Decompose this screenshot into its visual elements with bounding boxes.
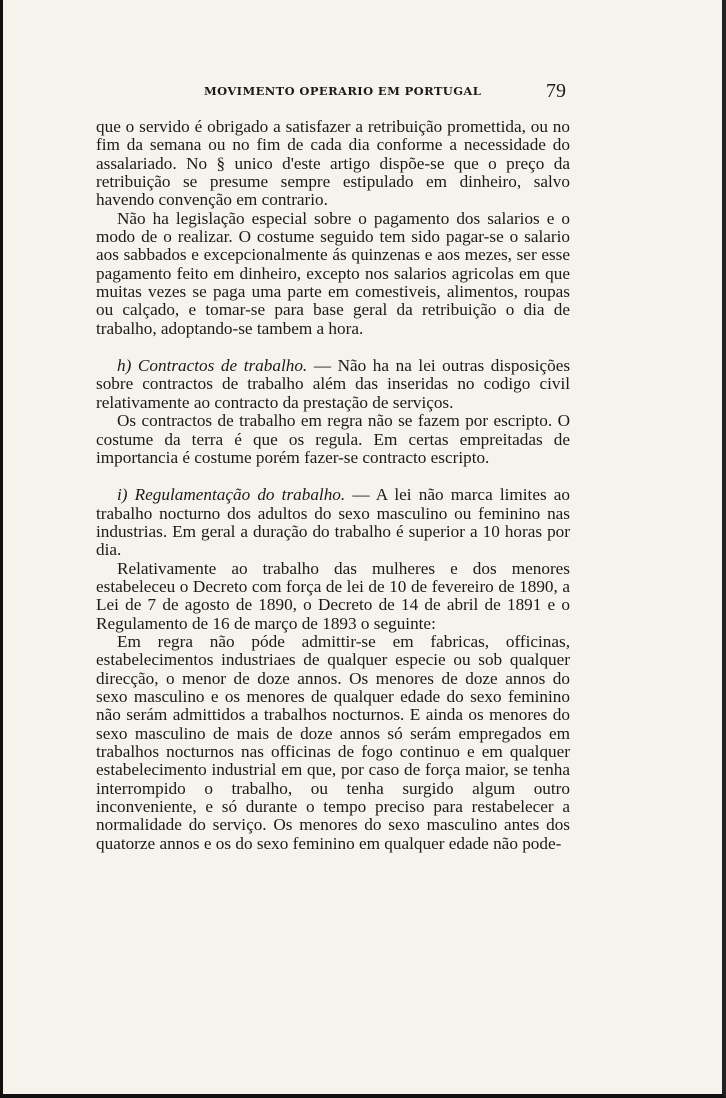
- paragraph-text: Os contractos de trabalho em regra não se fazem por escripto. O costume da terra é que os regula. Em certas empreitadas de importancia é costume porém fazer-se contracto escripto.: [96, 411, 570, 467]
- page-number: 79: [546, 80, 566, 102]
- paragraph-text: Em regra não póde admittir-se em fabricas, officinas, estabelecimentos industriaes de qualquer especie ou sob qualquer direcção, o menor de doze annos. Os menores de doze annos do sexo masculino e os menores de qualquer edade do sexo feminino não serám admittidos a trabalhos nocturnos. E ainda os menores do sexo masculino de mais de doze annos só serám empregados em trabalhos nocturnos nas officinas de fogo continuo e em qualquer estabelecimento industrial em que, por caso de força maior, se tenha interrompido o trabalho, ou tenha surgido algum outro inconveniente, e só durante o tempo preciso para restabelecer a normalidade do serviço. Os menores do sexo masculino antes dos quatorze annos e os do sexo feminino em qualquer edade não pode-: [96, 631, 570, 853]
- paragraph-text: que o servido é obrigado a satisfazer a retribuição promettida, ou no fim da semana ou no fim de cada dia conforme a necessidade do assalariado. No § unico d'este artigo dispõe-se que o preço da retribuição se presume sempre estipulado em dinheiro, salvo havendo convenção em contrario.: [96, 117, 570, 210]
- paragraph-text: Não ha legislação especial sobre o pagamento dos salarios e o modo de o realizar. O costume seguido tem sido pagar-se o salario aos sabbados e excepcionalmente ás quinzenas e aos mezes, ser esse pagamento feito em dinheiro, excepto nos salarios agricolas em que muitas vezes se paga uma parte em comestiveis, alimentos, roupas ou calçado, e tomar-se para base geral da retribuição o dia de trabalho, adoptando-se tambem a hora.: [96, 208, 570, 338]
- running-title: MOVIMENTO OPERARIO EM PORTUGAL: [204, 84, 482, 98]
- section-label: i): [117, 485, 128, 505]
- paragraph-minors-rules: [96, 633, 570, 853]
- section-heading: Regulamentação do trabalho.: [134, 485, 346, 505]
- body-text: [96, 118, 570, 853]
- section-i-regulation: [96, 486, 570, 559]
- running-head: [96, 80, 570, 106]
- paragraph-text: Relativamente ao trabalho das mulheres e dos menores estabeleceu o Decreto com força de lei de 10 de fevereiro de 1890, a Lei de 7 de agosto de 1890, o Decreto de 14 de abril de 1891 e o Regulamento de 16 de março de 1893 o seguinte:: [96, 558, 570, 633]
- paragraph-text: — Não ha na lei outras disposições sobre contractos de trabalho além das inseridas no codigo civil relativamente ao contracto da prestação de serviços.: [96, 356, 571, 412]
- paragraph-written-contracts: [96, 412, 570, 467]
- paragraph-women-minors-law: [96, 560, 570, 633]
- section-h-contracts: [96, 357, 570, 412]
- paragraph-salary-payment: [96, 210, 570, 338]
- paragraph-continuation: [96, 118, 570, 210]
- paragraph-text: — A lei não marca limites ao trabalho nocturno dos adultos do sexo masculino ou feminino nas industrias. Em geral a duração do trabalho é superior a 10 horas por dia.: [96, 485, 571, 560]
- section-heading: Contractos de trabalho.: [137, 356, 308, 376]
- section-label: h): [117, 356, 132, 376]
